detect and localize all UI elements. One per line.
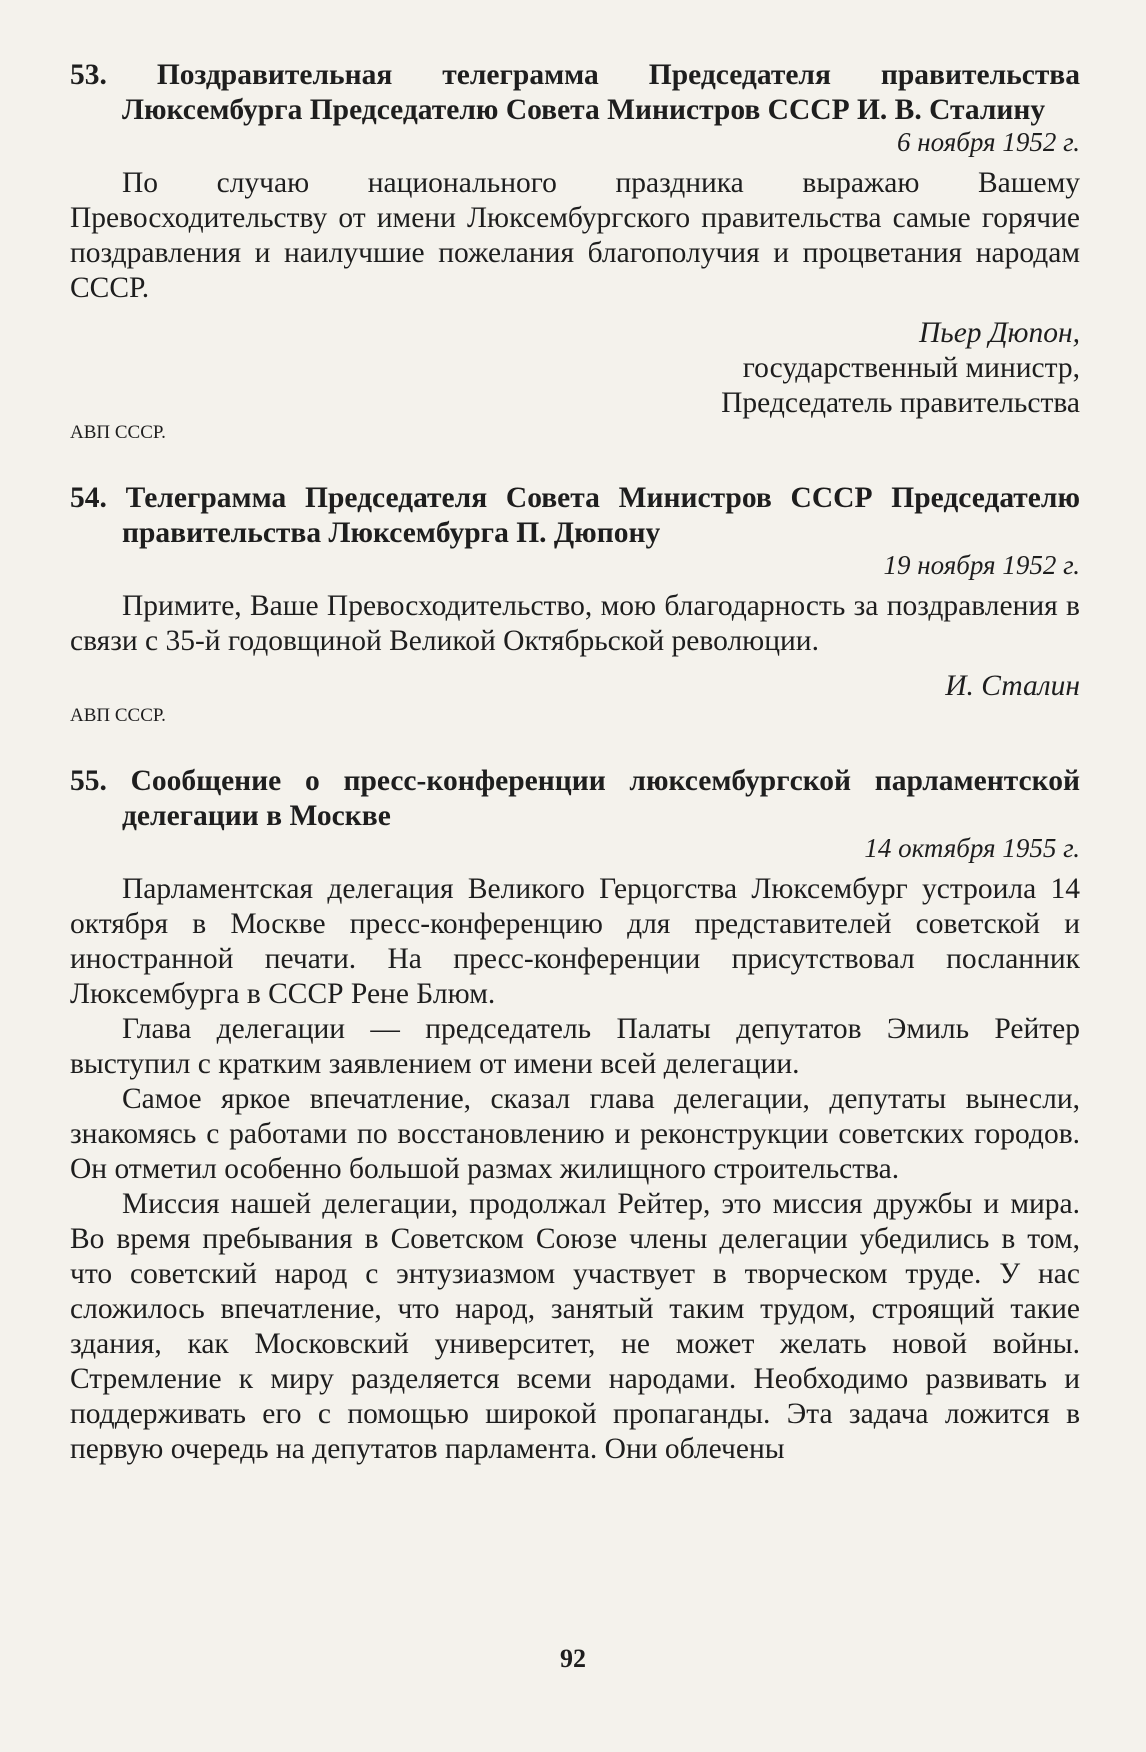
document-date: 19 ноября 1952 г. <box>883 550 1080 580</box>
document-title: 54. Телеграмма Председателя Совета Министров СССР Председателю правительства Люксембурга П. Дюпону <box>70 482 1080 549</box>
paragraph: Миссия нашей делегации, продолжал Рейтер, это миссия дружбы и мира. Во время пребывания в Советском Союзе члены делегации убедились в том, что советский народ с энтузиазмом участвует в творческом труде. У нас сложилось впечатление, что народ, занятый таким трудом, строящий такие здания, как Московский университет, не может желать новой войны. Стремление к миру разделяется всеми народами. Необходимо развивать и поддерживать его с помощью широкой пропаганды. Эта задача ложится в первую очередь на депутатов парламента. Они облечены <box>70 1188 1080 1465</box>
archive-source: АВП СССР. <box>70 422 166 443</box>
page-content <box>70 58 1080 1505</box>
paragraph: Примите, Ваше Превосходительство, мою благодарность за поздравления в связи с 35-й годовщиной Великой Октябрьской революции. <box>70 590 1080 657</box>
document-date: 14 октября 1955 г. <box>864 833 1080 863</box>
page-number: 92 <box>560 1644 586 1673</box>
signature-name: Пьер Дюпон, <box>918 317 1080 349</box>
paragraph: По случаю национального праздника выражаю Вашему Превосходительству от имени Люксембургского правительства самые горячие поздравления и наилучшие пожелания благополучия и процветания народам СССР. <box>70 167 1080 304</box>
signature-name: И. Сталин <box>945 670 1080 702</box>
paragraph: Глава делегации — председатель Палаты депутатов Эмиль Рейтер выступил с кратким заявлением от имени всей делегации. <box>70 1013 1080 1080</box>
document-55 <box>70 764 1080 1467</box>
signature-title: Председатель правительства <box>721 387 1080 419</box>
document-title: 55. Сообщение о пресс-конференции люксембургской парламентской делегации в Москве <box>70 765 1080 832</box>
archive-source: АВП СССР. <box>70 705 166 726</box>
document-53 <box>70 58 1080 443</box>
document-title: 53. Поздравительная телеграмма Председателя правительства Люксембурга Председателю Совета Министров СССР И. В. Сталину <box>70 59 1080 126</box>
document-54 <box>70 481 1080 726</box>
signature-title: государственный министр, <box>742 352 1080 384</box>
paragraph: Самое яркое впечатление, сказал глава делегации, депутаты вынесли, знакомясь с работами по восстановлению и реконструкции советских городов. Он отметил особенно большой размах жилищного строительства. <box>70 1083 1080 1185</box>
paragraph: Парламентская делегация Великого Герцогства Люксембург устроила 14 октября в Москве пресс-конференцию для представителей советской и иностранной печати. На пресс-конференции присутствовал посланник Люксембурга в СССР Рене Блюм. <box>70 873 1080 1010</box>
document-date: 6 ноября 1952 г. <box>896 127 1080 157</box>
